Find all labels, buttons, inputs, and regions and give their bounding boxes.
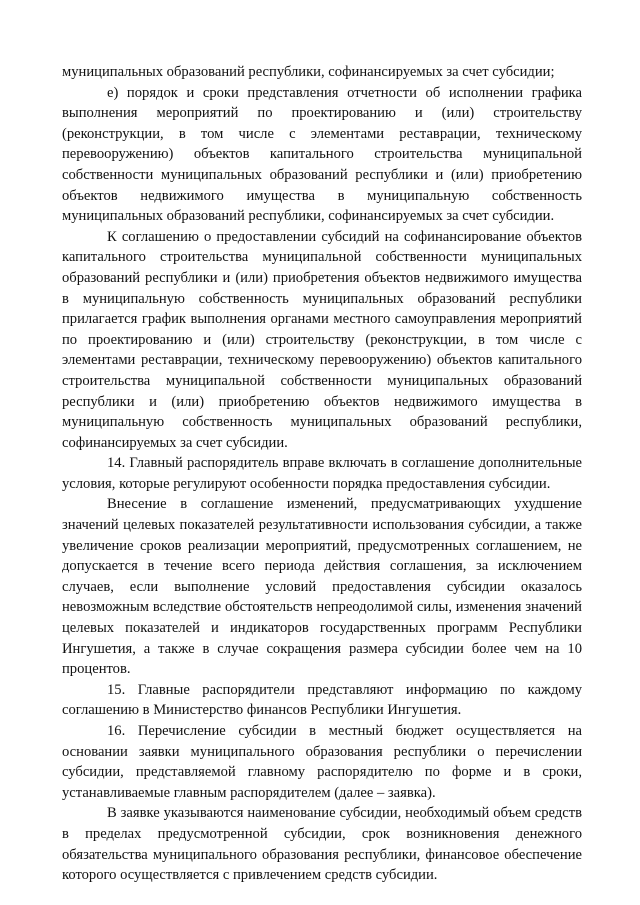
paragraph-clause-16: 16. Перечисление субсидии в местный бюджет осуществляется на основании заявки муниципального образования республики о перечислении субсидии, представляемой главному распорядителю по форме и в сроки, устанавливаемые главным распорядителем (далее – заявка).	[62, 723, 582, 801]
paragraph-request-contents: В заявке указываются наименование субсидии, необходимый объем средств в пределах предусмотренной субсидии, срок возникновения денежного обязательства муниципального образования республики, финансовое обеспечение которого осуществляется с привлечением средств субсидии.	[62, 805, 582, 884]
paragraph-continuation: муниципальных образований республики, софинансируемых за счет субсидии;	[62, 64, 555, 80]
paragraph-amendments: Внесение в соглашение изменений, предусматривающих ухудшение значений целевых показателей результативности использования субсидии, а также увеличение сроков реализации мероприятий, предусмотренных соглашением, не допускается в течение всего периода действия соглашения, за исключением случаев, если выполнение условий предоставления субсидии оказалось невозможным вследствие обстоятельств непреодолимой силы, изменения значений целевых показателей и индикаторов государственных программ Республики Ингушетия, а также в случае сокращения размера субсидии более чем на 10 процентов.	[62, 496, 582, 678]
paragraph-schedule-attachment: К соглашению о предоставлении субсидий на софинансирование объектов капитального строительства муниципальной собственности муниципальных образований республики и (или) приобретения объектов недвижимого имущества в муниципальную собственность муниципальных образований республики прилагается график выполнения органами местного самоуправления мероприятий по проектированию и (или) строительству (реконструкции, в том числе с элементами реставрации, техническому перевооружению) объектов капитального строительства муниципальной собственности муниципальных образований республики и (или) приобретению объектов недвижимого имущества в муниципальную собственность муниципальных образований республики, софинансируемых за счет субсидии.	[62, 228, 582, 451]
paragraph-clause-14: 14. Главный распорядитель вправе включать в соглашение дополнительные условия, которые регулируют особенности порядка предоставления субсидии.	[62, 455, 582, 492]
paragraph-clause-15: 15. Главные распорядители представляют информацию по каждому соглашению в Министерство финансов Республики Ингушетия.	[62, 681, 582, 719]
paragraph-item-e: е) порядок и сроки представления отчетности об исполнении графика выполнения мероприятий по проектированию и (или) строительству (реконструкции, в том числе с элементами реставрации, техническому перевооружению) объектов капитального строительства муниципальной собственности муниципальных образований республики и (или) приобретению объектов недвижимого имущества в муниципальную собственность муниципальных образований республики, софинансируемых за счет субсидии.	[62, 84, 582, 225]
